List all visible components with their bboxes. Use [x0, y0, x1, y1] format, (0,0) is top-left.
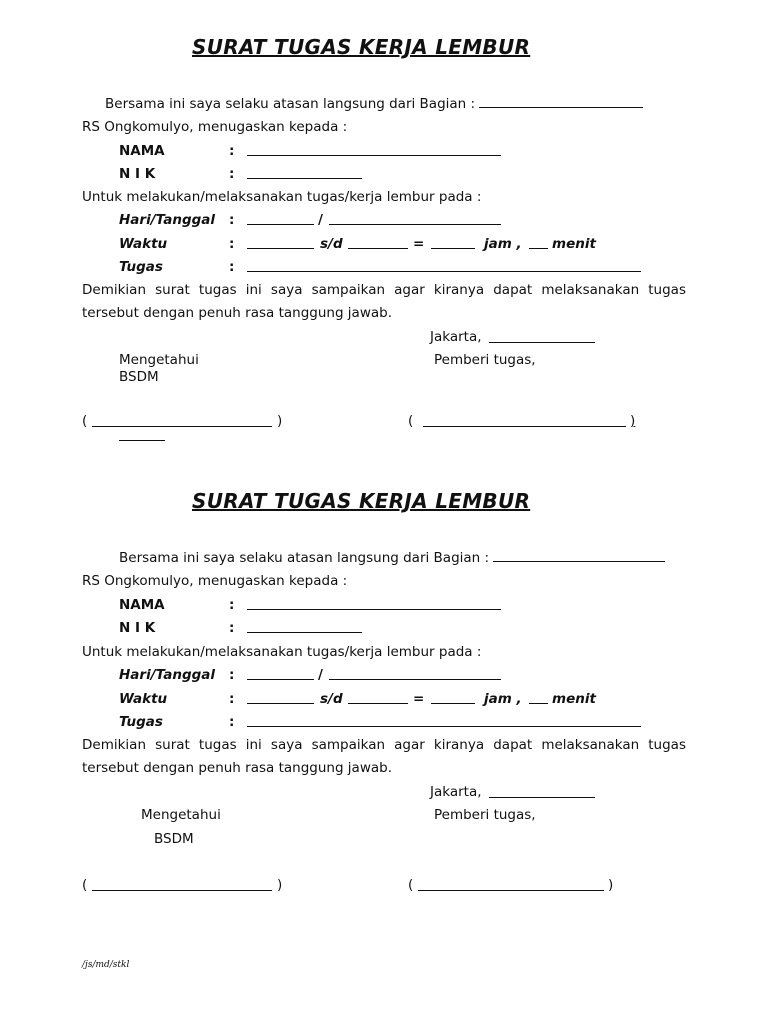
date-field[interactable] — [489, 342, 595, 343]
intro-line-2: RS Ongkomulyo, menugaskan kepada : — [82, 573, 348, 589]
city-label: Jakarta, — [430, 329, 482, 345]
minutes-field[interactable] — [529, 703, 548, 704]
date-slash: / — [318, 212, 323, 228]
intro-line — [105, 94, 643, 113]
colon: : — [229, 259, 235, 275]
colon: : — [229, 714, 235, 730]
paren-open: ( — [408, 877, 414, 893]
hari-field[interactable] — [247, 224, 314, 225]
end-time-field[interactable] — [348, 248, 408, 249]
colon: : — [229, 212, 235, 228]
signature-underline — [119, 440, 165, 441]
waktu-label: Waktu — [119, 236, 168, 252]
tugas-label: Tugas — [119, 259, 163, 275]
nama-label: NAMA — [119, 143, 165, 159]
colon: : — [229, 143, 235, 159]
hari-label: Hari/Tanggal — [119, 212, 216, 228]
end-time-field[interactable] — [348, 703, 408, 704]
colon: : — [229, 597, 235, 613]
paren-open: ( — [408, 413, 414, 429]
paren-close: ) — [630, 413, 636, 429]
closing-paragraph: Demikian surat tugas ini saya sampaikan agar kiranya dapat melaksanakan tugas tersebut dengan penuh rasa tanggung jawab. — [82, 282, 686, 321]
menit-label: menit — [552, 691, 596, 707]
intro-text: Bersama ini saya selaku atasan langsung dari Bagian : — [105, 96, 476, 112]
intro-line-2: RS Ongkomulyo, menugaskan kepada : — [82, 119, 348, 135]
paren-close: ) — [277, 877, 283, 893]
equals-sign: = — [413, 236, 425, 252]
start-time-field[interactable] — [247, 703, 314, 704]
sd-label: s/d — [320, 236, 343, 252]
colon: : — [229, 236, 235, 252]
tugas-label: Tugas — [119, 714, 163, 730]
city-label: Jakarta, — [430, 784, 482, 800]
jam-label: jam , — [484, 236, 522, 252]
paren-close: ) — [277, 413, 283, 429]
bagian-field[interactable] — [493, 548, 665, 562]
colon: : — [229, 691, 235, 707]
hari-label: Hari/Tanggal — [119, 667, 216, 683]
equals-sign: = — [413, 691, 425, 707]
form-title: SURAT TUGAS KERJA LEMBUR — [192, 35, 531, 59]
assigner-label: Pemberi tugas, — [434, 807, 536, 823]
date-slash: / — [318, 667, 323, 683]
nik-field[interactable] — [247, 632, 362, 633]
minutes-field[interactable] — [529, 248, 548, 249]
bsdm-label: BSDM — [154, 831, 194, 847]
footer-code: /js/md/stkl — [82, 960, 130, 970]
closing-paragraph: Demikian surat tugas ini saya sampaikan agar kiranya dapat melaksanakan tugas tersebut dengan penuh rasa tanggung jawab. — [82, 737, 686, 776]
tanggal-field[interactable] — [329, 224, 501, 225]
assigner-label: Pemberi tugas, — [434, 352, 536, 368]
nik-label: N I K — [119, 166, 156, 182]
nama-field[interactable] — [247, 609, 501, 610]
hari-field[interactable] — [247, 679, 314, 680]
nik-field[interactable] — [247, 178, 362, 179]
task-intro: Untuk melakukan/melaksanakan tugas/kerja lembur pada : — [82, 644, 482, 660]
tugas-field[interactable] — [247, 271, 641, 272]
known-by-signature-field[interactable] — [92, 890, 272, 891]
known-by-signature-field[interactable] — [92, 426, 272, 427]
date-field[interactable] — [489, 797, 595, 798]
bagian-field[interactable] — [479, 94, 643, 108]
paren-close: ) — [608, 877, 614, 893]
colon: : — [229, 166, 235, 182]
task-intro: Untuk melakukan/melaksanakan tugas/kerja lembur pada : — [82, 189, 482, 205]
paren-open: ( — [82, 413, 88, 429]
start-time-field[interactable] — [247, 248, 314, 249]
waktu-label: Waktu — [119, 691, 168, 707]
tugas-field[interactable] — [247, 726, 641, 727]
jam-label: jam , — [484, 691, 522, 707]
hours-field[interactable] — [431, 703, 475, 704]
colon: : — [229, 620, 235, 636]
paren-open: ( — [82, 877, 88, 893]
sd-label: s/d — [320, 691, 343, 707]
hours-field[interactable] — [431, 248, 475, 249]
form-title: SURAT TUGAS KERJA LEMBUR — [192, 489, 531, 513]
nama-label: NAMA — [119, 597, 165, 613]
assigner-signature-field[interactable] — [418, 890, 604, 891]
nik-label: N I K — [119, 620, 156, 636]
nama-field[interactable] — [247, 155, 501, 156]
known-by-label: Mengetahui — [119, 352, 199, 368]
known-by-label: Mengetahui — [141, 807, 221, 823]
bsdm-label: BSDM — [119, 369, 159, 385]
menit-label: menit — [552, 236, 596, 252]
colon: : — [229, 667, 235, 683]
intro-text: Bersama ini saya selaku atasan langsung dari Bagian : — [119, 550, 490, 566]
tanggal-field[interactable] — [329, 679, 501, 680]
assigner-signature-field[interactable] — [423, 426, 626, 427]
intro-line — [119, 548, 665, 567]
